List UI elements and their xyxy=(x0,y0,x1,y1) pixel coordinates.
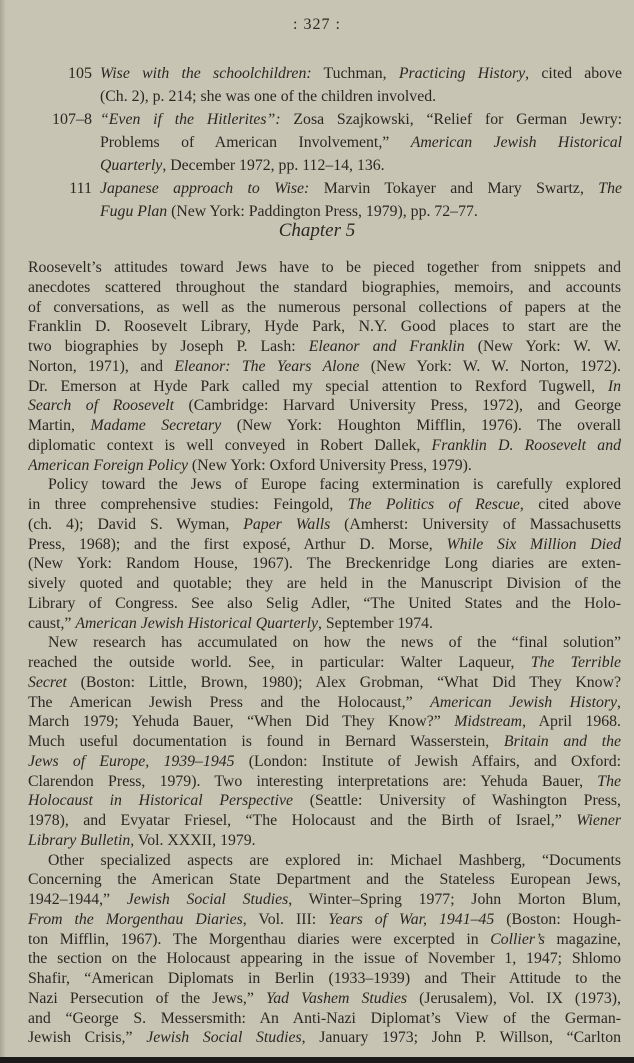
endnote xyxy=(0,108,634,177)
text-line xyxy=(28,712,621,732)
text-run: (Boston: Little, Brown, 1980); Alex Grobman, “What Did They Know? xyxy=(66,673,621,691)
italic-title: Quarterly xyxy=(100,157,163,174)
paragraph xyxy=(28,851,621,1049)
text-line xyxy=(28,614,621,634)
text-line xyxy=(28,594,621,614)
text-line xyxy=(28,574,621,594)
italic-title: Midstream xyxy=(454,713,523,731)
italic-title: American Jewish History xyxy=(430,693,618,711)
text-run: (London: Institute of Jewish Affairs, and Oxford: xyxy=(234,752,621,770)
text-line xyxy=(28,890,621,910)
text-run: and “George S. Messersmith: An Anti-Nazi Diplomat’s View of the German- xyxy=(28,1009,621,1027)
text-line xyxy=(28,969,621,989)
endnote-page-ref: 111 xyxy=(69,180,92,197)
text-run: (New York: Houghton Mifflin, 1976). The overall xyxy=(221,417,621,434)
text-run: Policy toward the Jews of Europe facing extermination is carefully explored xyxy=(48,476,621,494)
text-run: , xyxy=(617,693,621,711)
endnote-page-ref: 107–8 xyxy=(52,111,92,128)
text-run: (Cambridge: Harvard University Press, 1972), and George xyxy=(174,397,621,415)
italic-title: The xyxy=(598,180,622,197)
italic-title: “Even if the Hitlerites”: xyxy=(100,111,281,128)
text-line xyxy=(28,870,621,890)
italic-title: Collier’s xyxy=(490,930,545,948)
text-line xyxy=(28,535,621,555)
text-run: Norton, 1971), and xyxy=(28,357,175,375)
text-run: , cited above xyxy=(525,65,622,82)
text-run: the section on the Holocaust appearing in the issue of November 1, 1947; Shlomo xyxy=(28,950,621,968)
text-run: Problems of American Involvement,” xyxy=(100,134,411,151)
text-run: in three comprehensive studies: Feingold, xyxy=(28,496,348,513)
page-number: : 327 : xyxy=(293,16,341,33)
text-run: (Seattle: University of Washington Press, xyxy=(293,792,621,810)
italic-title: Years of War, 1941–45 xyxy=(328,910,495,928)
italic-title: In xyxy=(607,377,621,395)
text-line xyxy=(28,752,621,772)
text-line xyxy=(28,357,621,377)
text-line xyxy=(100,108,622,131)
text-run: The American Jewish Press and the Holocaust,” xyxy=(28,693,431,711)
text-line xyxy=(28,732,621,752)
text-run: Franklin D. Roosevelt Library, Hyde Park, N.Y. Good places to start are the xyxy=(28,318,621,336)
text-line xyxy=(28,377,621,397)
text-run: reached the outside world. See, in particular: Walter Laqueur, xyxy=(28,654,531,671)
text-run: Clarendon Press, 1979). Two interesting interpretations are: Yehuda Bauer, xyxy=(28,772,598,790)
text-run: caust,” xyxy=(28,614,76,632)
text-run: Concerning the American State Department and the Stateless European Jews, xyxy=(28,871,621,889)
endnote xyxy=(0,62,634,108)
text-run: , Winter–Spring 1977; John Morton Blum, xyxy=(288,891,621,908)
text-run: (New York: Paddington Press, 1979), pp. 72–77. xyxy=(167,203,478,220)
text-line xyxy=(28,673,621,693)
text-run: , Vol. XXXII, 1979. xyxy=(130,831,256,849)
text-line xyxy=(28,653,621,673)
italic-title: American Jewish Historical Quarterly xyxy=(75,614,318,632)
text-run: (ch. 4); David S. Wyman, xyxy=(28,515,244,533)
text-run: , September 1974. xyxy=(318,614,433,632)
text-line xyxy=(28,436,621,456)
text-run: anecdotes scattered throughout the standard biographies, memoirs, and accounts xyxy=(28,278,621,296)
text-run: 1978), and Evyatar Friesel, “The Holocaust and the Birth of Israel,” xyxy=(28,812,577,829)
paragraph xyxy=(28,475,621,633)
text-line xyxy=(28,416,621,436)
text-run: Roosevelt’s attitudes toward Jews have to be pieced together from snippets and xyxy=(28,259,621,276)
text-line xyxy=(100,154,622,177)
text-line xyxy=(28,396,621,416)
text-line xyxy=(28,278,621,298)
text-line xyxy=(100,62,622,85)
italic-title: Franklin D. Roosevelt and xyxy=(431,436,621,454)
italic-title: Practicing History xyxy=(398,65,526,82)
text-run: (New York: W. W. xyxy=(464,338,621,355)
italic-title: Library Bulletin xyxy=(28,831,131,849)
text-run: Nazi Persecution of the Jews,” xyxy=(28,989,266,1007)
italic-title: While Six Million Died xyxy=(446,535,621,553)
text-run: , January 1973; John P. Willson, “Carlton xyxy=(301,1029,621,1047)
text-line xyxy=(28,811,621,831)
text-run: Tuchman, xyxy=(311,65,399,82)
text-line xyxy=(28,910,621,930)
paragraph xyxy=(28,258,621,475)
endnote xyxy=(0,177,634,223)
text-run: Martin, xyxy=(28,417,91,434)
italic-title: Britain and the xyxy=(503,733,621,750)
text-line xyxy=(28,851,621,871)
text-run: Jewish Crisis,” xyxy=(28,1029,147,1047)
text-line xyxy=(28,791,621,811)
italic-title: American Foreign Policy xyxy=(28,456,188,474)
text-line xyxy=(28,317,621,337)
text-line xyxy=(28,475,621,495)
italic-title: The Politics of Rescue xyxy=(347,496,520,513)
text-run: March 1979; Yehuda Bauer, “When Did They Know?” xyxy=(28,713,455,731)
text-line xyxy=(28,298,621,318)
text-run: , December 1972, pp. 112–14, 136. xyxy=(162,157,385,174)
text-line xyxy=(28,989,621,1009)
text-run: Dr. Emerson at Hyde Park called my special attention to Rexford Tugwell, xyxy=(28,377,608,395)
paragraph xyxy=(28,633,621,850)
text-run: (Amherst: University of Massachusetts xyxy=(330,515,621,533)
text-line xyxy=(28,258,621,278)
text-run: (New York: Random House, 1967). The Breckenridge Long diaries are exten- xyxy=(28,555,621,573)
endnotes-list xyxy=(0,62,634,223)
text-line xyxy=(28,693,621,713)
text-line xyxy=(100,177,622,200)
text-line xyxy=(28,515,621,535)
italic-title: The xyxy=(597,772,621,790)
text-run: two biographies by Joseph P. Lash: xyxy=(28,338,309,355)
text-run: Zosa Szajkowski, “Relief for German Jewry: xyxy=(280,111,622,128)
italic-title: Eleanor and Franklin xyxy=(308,338,465,355)
text-run: of conversations, as well as the numerous personal collections of papers at the xyxy=(28,298,621,316)
text-run: (New York: Oxford University Press, 1979). xyxy=(187,456,472,474)
text-run: magazine, xyxy=(544,930,621,948)
italic-title: From the Morgenthau Diaries xyxy=(28,910,243,928)
chapter-heading: Chapter 5 xyxy=(278,220,356,241)
italic-title: Japanese approach to Wise: xyxy=(100,180,310,197)
text-line xyxy=(28,633,621,653)
text-run: Marvin Tokayer and Mary Swartz, xyxy=(309,180,599,197)
italic-title: Secret xyxy=(28,673,67,691)
italic-title: Jewish Social Studies xyxy=(146,1029,302,1047)
italic-title: Fugu Plan xyxy=(100,203,168,220)
chapter-body xyxy=(28,258,621,1048)
text-run: (Ch. 2), p. 214; she was one of the children involved. xyxy=(100,88,437,105)
italic-title: American Jewish Historical xyxy=(410,134,622,151)
text-run: (Jerusalem), Vol. IX (1973), xyxy=(407,989,621,1007)
text-run: Much useful documentation is found in Bernard Wasserstein, xyxy=(28,733,504,750)
text-line xyxy=(28,456,621,476)
text-run: ton Mifflin, 1967). The Morgenthau diaries were excerpted in xyxy=(28,930,491,948)
italic-title: Madame Secretary xyxy=(90,417,222,434)
italic-title: Paper Walls xyxy=(243,515,331,533)
text-run: , Vol. III: xyxy=(242,910,329,928)
italic-title: Wise with the schoolchildren: xyxy=(100,65,312,82)
text-run: (Boston: Hough- xyxy=(494,910,621,928)
italic-title: The Terrible xyxy=(530,654,621,671)
text-run: (New York: W. W. Norton, 1972). xyxy=(359,357,621,375)
italic-title: Jewish Social Studies xyxy=(126,891,289,908)
text-line xyxy=(100,85,622,108)
text-run: diplomatic context is well conveyed in Robert Dallek, xyxy=(28,436,432,454)
text-line xyxy=(100,131,622,154)
text-run: Shafir, “American Diplomats in Berlin (1933–1939) and Their Attitude to the xyxy=(28,970,621,987)
text-line xyxy=(28,930,621,950)
text-run: Press, 1968); and the first exposé, Arthur D. Morse, xyxy=(28,535,447,553)
text-line xyxy=(28,772,621,792)
text-run: sively quoted and quotable; they are held in the Manuscript Division of the xyxy=(28,575,621,592)
italic-title: Jews of Europe, 1939–1945 xyxy=(28,752,235,770)
text-line xyxy=(28,554,621,574)
text-line xyxy=(28,495,621,515)
italic-title: Wiener xyxy=(576,812,621,829)
text-line xyxy=(28,337,621,357)
italic-title: Eleanor: The Years Alone xyxy=(174,357,360,375)
text-run: Library of Congress. See also Selig Adler, “The United States and the Holo- xyxy=(28,594,621,612)
italic-title: Yad Vashem Studies xyxy=(265,989,408,1007)
text-line xyxy=(28,1009,621,1029)
text-run: 1942–1944,” xyxy=(28,891,127,908)
text-run: , April 1968. xyxy=(522,713,621,731)
text-line xyxy=(28,831,621,851)
italic-title: Holocaust in Historical Perspective xyxy=(28,792,294,810)
scan-bottom-edge xyxy=(0,1057,634,1063)
text-run: Other specialized aspects are explored in: Michael Mashberg, “Documents xyxy=(48,851,621,869)
endnote-page-ref: 105 xyxy=(68,65,92,82)
italic-title: Search of Roosevelt xyxy=(28,397,174,415)
text-line xyxy=(28,949,621,969)
text-line xyxy=(28,1028,621,1048)
text-run: , cited above xyxy=(519,496,621,513)
text-run: New research has accumulated on how the news of the “final solution” xyxy=(48,634,621,652)
